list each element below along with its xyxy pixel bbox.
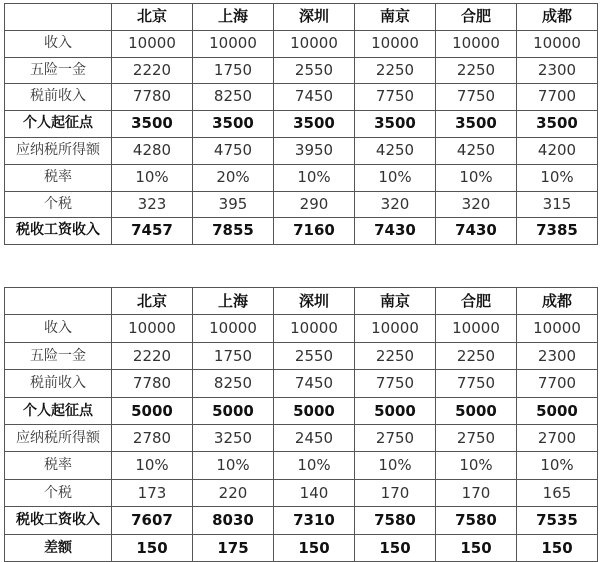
table-cell: 8250 xyxy=(193,370,274,397)
table-cell: 10000 xyxy=(517,315,598,342)
table-cell: 2220 xyxy=(112,342,193,369)
table-cell: 2300 xyxy=(517,342,598,369)
column-header-hefei: 合肥 xyxy=(436,4,517,31)
row-label: 税率 xyxy=(5,452,112,479)
table-cell: 170 xyxy=(436,479,517,506)
table-cell: 173 xyxy=(112,479,193,506)
table-cell: 7580 xyxy=(355,507,436,534)
table-row xyxy=(5,425,598,452)
table-cell: 7750 xyxy=(355,84,436,111)
column-header-shanghai: 上海 xyxy=(193,288,274,315)
table-cell: 220 xyxy=(193,479,274,506)
table-cell: 7700 xyxy=(517,84,598,111)
table-cell: 2450 xyxy=(274,425,355,452)
table-cell: 7450 xyxy=(274,84,355,111)
table-cell: 150 xyxy=(355,534,436,561)
table-row xyxy=(5,342,598,369)
table-cell: 10000 xyxy=(517,30,598,57)
table-cell: 2300 xyxy=(517,57,598,84)
table-cell: 320 xyxy=(436,191,517,218)
table-cell: 3500 xyxy=(112,111,193,138)
table-cell: 323 xyxy=(112,191,193,218)
table-row xyxy=(5,30,598,57)
table-row xyxy=(5,315,598,342)
table-cell: 7430 xyxy=(355,218,436,245)
table-cell: 10% xyxy=(274,452,355,479)
table-cell: 5000 xyxy=(517,397,598,424)
table-cell: 10000 xyxy=(112,315,193,342)
row-label: 应纳税所得额 xyxy=(5,137,112,164)
column-header-beijing: 北京 xyxy=(112,4,193,31)
table-cell: 2550 xyxy=(274,57,355,84)
corner-cell xyxy=(5,288,112,315)
table-cell: 2250 xyxy=(436,342,517,369)
table-row xyxy=(5,397,598,424)
column-header-shanghai: 上海 xyxy=(193,4,274,31)
table-cell: 7430 xyxy=(436,218,517,245)
table-row xyxy=(5,84,598,111)
table-cell: 165 xyxy=(517,479,598,506)
row-label: 个税 xyxy=(5,191,112,218)
table-cell: 170 xyxy=(355,479,436,506)
table-cell: 7450 xyxy=(274,370,355,397)
table-cell: 3950 xyxy=(274,137,355,164)
table-cell: 10000 xyxy=(436,30,517,57)
row-label: 收入 xyxy=(5,30,112,57)
table-cell: 7855 xyxy=(193,218,274,245)
table-cell: 4200 xyxy=(517,137,598,164)
table-cell: 3500 xyxy=(274,111,355,138)
table-row xyxy=(5,111,598,138)
row-label: 税率 xyxy=(5,164,112,191)
table-cell: 3250 xyxy=(193,425,274,452)
tax-table-threshold-5000 xyxy=(4,287,598,562)
table-cell: 10000 xyxy=(193,30,274,57)
table-row xyxy=(5,57,598,84)
table-cell: 10000 xyxy=(112,30,193,57)
table-cell: 8250 xyxy=(193,84,274,111)
table-header-row xyxy=(5,288,598,315)
table-body xyxy=(5,30,598,244)
row-label: 税前收入 xyxy=(5,84,112,111)
column-header-nanjing: 南京 xyxy=(355,288,436,315)
table-cell: 10000 xyxy=(355,30,436,57)
table-cell: 7750 xyxy=(436,370,517,397)
table-cell: 2750 xyxy=(436,425,517,452)
table-cell: 2750 xyxy=(355,425,436,452)
row-label: 收入 xyxy=(5,315,112,342)
table-row xyxy=(5,370,598,397)
column-header-shenzhen: 深圳 xyxy=(274,288,355,315)
row-label: 税收工资收入 xyxy=(5,507,112,534)
table-cell: 10% xyxy=(436,452,517,479)
table-cell: 4280 xyxy=(112,137,193,164)
table-cell: 2250 xyxy=(355,342,436,369)
row-label: 个人起征点 xyxy=(5,397,112,424)
column-header-chengdu: 成都 xyxy=(517,288,598,315)
row-label: 差额 xyxy=(5,534,112,561)
table-cell: 7535 xyxy=(517,507,598,534)
table-cell: 2700 xyxy=(517,425,598,452)
table-cell: 3500 xyxy=(517,111,598,138)
table-cell: 5000 xyxy=(436,397,517,424)
table-cell: 2250 xyxy=(355,57,436,84)
table-cell: 10% xyxy=(274,164,355,191)
table-cell: 10% xyxy=(517,164,598,191)
table-body xyxy=(5,315,598,562)
table-cell: 3500 xyxy=(193,111,274,138)
column-header-hefei: 合肥 xyxy=(436,288,517,315)
table-row xyxy=(5,218,598,245)
column-header-nanjing: 南京 xyxy=(355,4,436,31)
table-cell: 7457 xyxy=(112,218,193,245)
table-cell: 7385 xyxy=(517,218,598,245)
row-label: 个人起征点 xyxy=(5,111,112,138)
row-label: 个税 xyxy=(5,479,112,506)
table-cell: 5000 xyxy=(355,397,436,424)
table-cell: 10000 xyxy=(274,315,355,342)
table-cell: 3500 xyxy=(355,111,436,138)
table-row xyxy=(5,137,598,164)
table-cell: 5000 xyxy=(193,397,274,424)
table-cell: 7780 xyxy=(112,84,193,111)
table-cell: 3500 xyxy=(436,111,517,138)
table-row xyxy=(5,191,598,218)
table-cell: 10000 xyxy=(436,315,517,342)
table-row xyxy=(5,479,598,506)
row-label: 五险一金 xyxy=(5,57,112,84)
table-cell: 7750 xyxy=(436,84,517,111)
table-cell: 7780 xyxy=(112,370,193,397)
table-cell: 150 xyxy=(274,534,355,561)
table-cell: 4250 xyxy=(355,137,436,164)
row-label: 五险一金 xyxy=(5,342,112,369)
table-cell: 1750 xyxy=(193,57,274,84)
row-label: 税收工资收入 xyxy=(5,218,112,245)
table-cell: 10% xyxy=(112,452,193,479)
table-cell: 20% xyxy=(193,164,274,191)
table-cell: 7750 xyxy=(355,370,436,397)
table-cell: 8030 xyxy=(193,507,274,534)
table-cell: 10% xyxy=(193,452,274,479)
table-cell: 7580 xyxy=(436,507,517,534)
table-cell: 10000 xyxy=(355,315,436,342)
table-header-row xyxy=(5,4,598,31)
table-cell: 10000 xyxy=(193,315,274,342)
table-cell: 2250 xyxy=(436,57,517,84)
table-cell: 10% xyxy=(355,452,436,479)
table-row xyxy=(5,452,598,479)
table-cell: 7160 xyxy=(274,218,355,245)
table-cell: 315 xyxy=(517,191,598,218)
table-cell: 7700 xyxy=(517,370,598,397)
table-cell: 2220 xyxy=(112,57,193,84)
column-header-chengdu: 成都 xyxy=(517,4,598,31)
table-cell: 150 xyxy=(436,534,517,561)
table-cell: 140 xyxy=(274,479,355,506)
table-cell: 10% xyxy=(112,164,193,191)
column-header-shenzhen: 深圳 xyxy=(274,4,355,31)
table-row xyxy=(5,164,598,191)
table-cell: 395 xyxy=(193,191,274,218)
table-cell: 5000 xyxy=(274,397,355,424)
table-cell: 5000 xyxy=(112,397,193,424)
tax-table-threshold-3500 xyxy=(4,3,598,245)
table-cell: 290 xyxy=(274,191,355,218)
table-row xyxy=(5,507,598,534)
table-row xyxy=(5,534,598,561)
table-cell: 1750 xyxy=(193,342,274,369)
table-cell: 10000 xyxy=(274,30,355,57)
corner-cell xyxy=(5,4,112,31)
column-header-beijing: 北京 xyxy=(112,288,193,315)
table-cell: 150 xyxy=(517,534,598,561)
table-cell: 320 xyxy=(355,191,436,218)
table-cell: 7607 xyxy=(112,507,193,534)
table-cell: 175 xyxy=(193,534,274,561)
table-cell: 7310 xyxy=(274,507,355,534)
table-cell: 150 xyxy=(112,534,193,561)
row-label: 应纳税所得额 xyxy=(5,425,112,452)
table-cell: 10% xyxy=(517,452,598,479)
table-cell: 4750 xyxy=(193,137,274,164)
table-cell: 10% xyxy=(355,164,436,191)
table-cell: 4250 xyxy=(436,137,517,164)
table-cell: 2780 xyxy=(112,425,193,452)
table-cell: 2550 xyxy=(274,342,355,369)
row-label: 税前收入 xyxy=(5,370,112,397)
table-cell: 10% xyxy=(436,164,517,191)
